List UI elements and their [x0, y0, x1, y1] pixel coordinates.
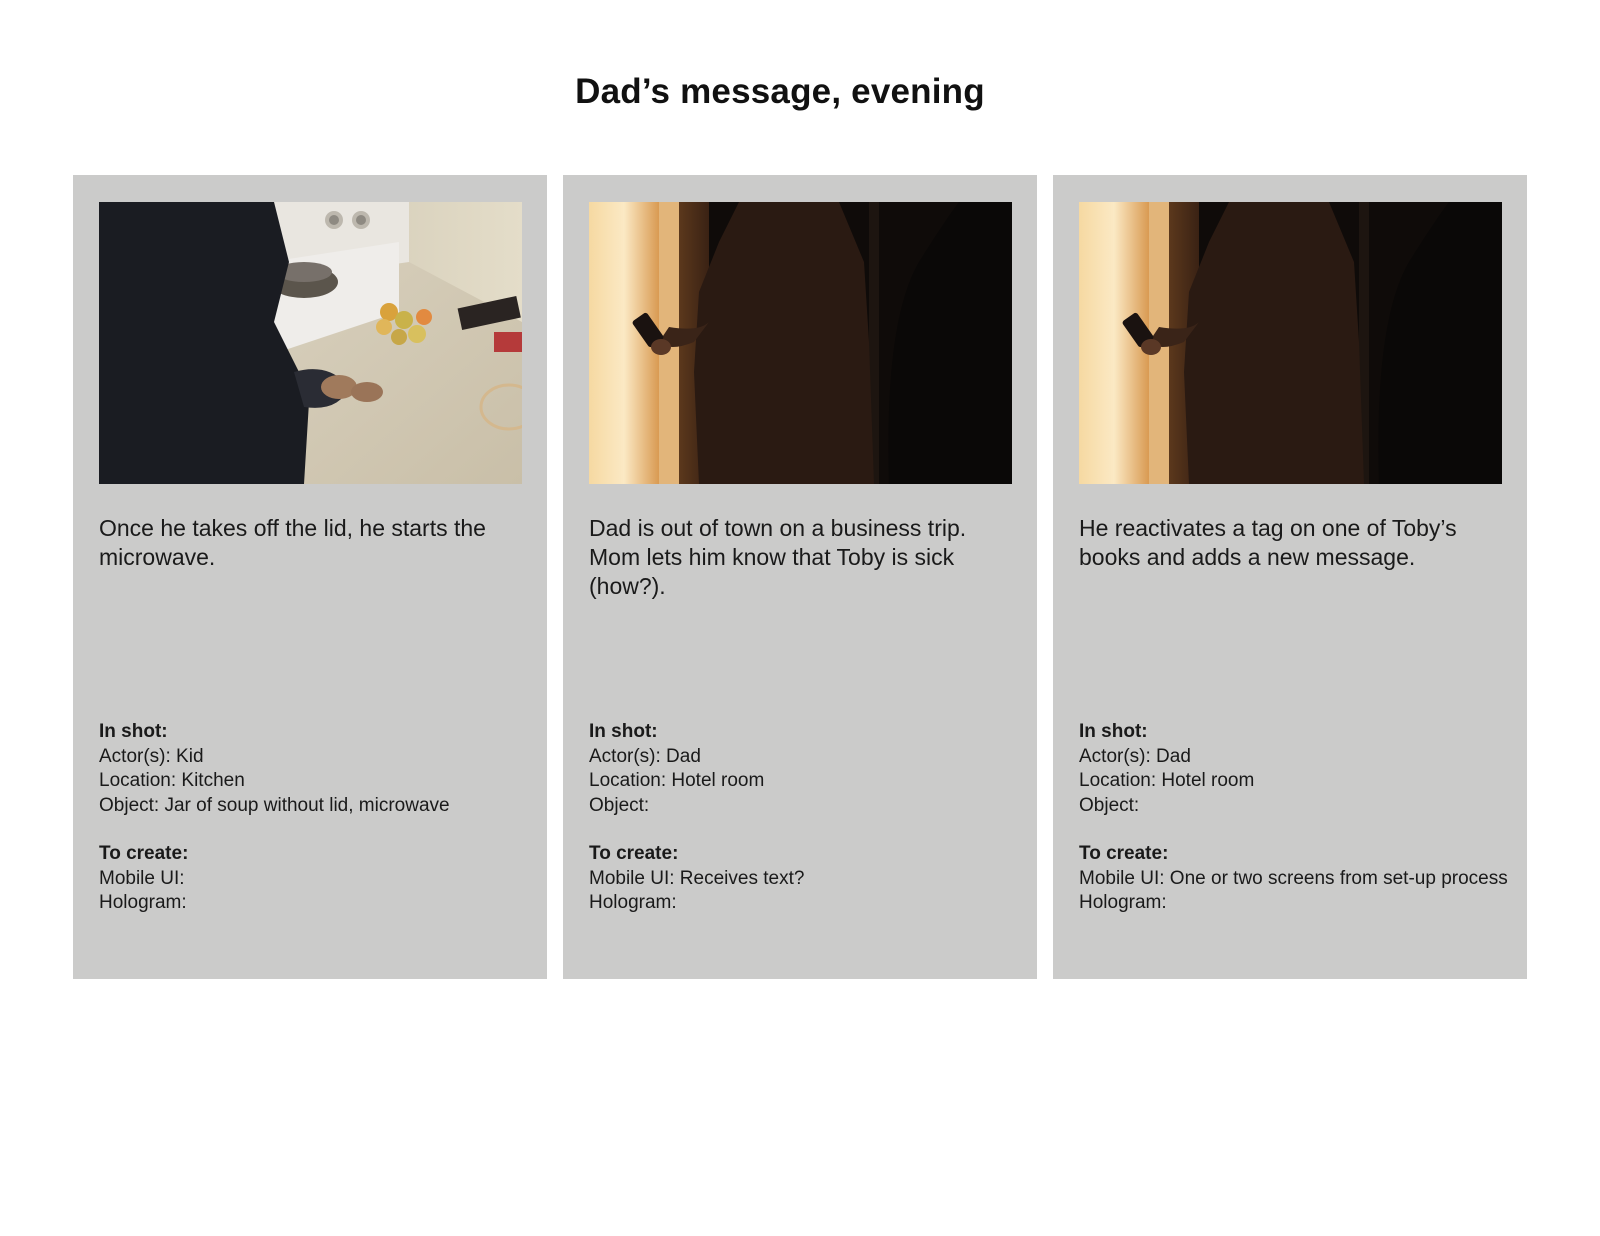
panel-details	[1079, 720, 1509, 916]
mobile-ui-line: Mobile UI: One or two screens from set-up process	[1079, 867, 1508, 889]
in-shot-heading: In shot:	[589, 721, 658, 742]
object-line: Object:	[1079, 794, 1140, 816]
panel-caption: Once he takes off the lid, he starts the microwave.	[99, 515, 486, 570]
hologram-line: Hologram:	[589, 892, 677, 913]
panel-details	[99, 720, 529, 916]
in-shot-heading: In shot:	[1079, 721, 1148, 742]
storyboard-panel-3	[1053, 175, 1527, 979]
storyboard-panel-1	[73, 175, 547, 979]
kitchen-photo	[99, 202, 522, 484]
panel-details	[589, 720, 1019, 916]
to-create-heading: To create:	[1079, 843, 1169, 864]
mobile-ui-line: Mobile UI:	[99, 867, 185, 889]
object-line: Object:	[589, 794, 650, 816]
panel-caption: He reactivates a tag on one of Toby’s books and adds a new message.	[1079, 515, 1457, 570]
hologram-line: Hologram:	[1079, 892, 1167, 913]
in-shot-heading: In shot:	[99, 721, 168, 742]
page-title: Dad’s message, evening	[575, 72, 985, 111]
hotel-room-photo	[1079, 202, 1502, 484]
location-line: Location: Hotel room	[589, 770, 765, 791]
mobile-ui-line: Mobile UI: Receives text?	[589, 867, 805, 889]
storyboard-panel-2	[563, 175, 1037, 979]
actors-line: Actor(s): Kid	[99, 745, 204, 767]
object-line: Object: Jar of soup without lid, microwave	[99, 794, 450, 816]
hologram-line: Hologram:	[99, 892, 187, 913]
location-line: Location: Kitchen	[99, 770, 245, 791]
to-create-heading: To create:	[99, 843, 189, 864]
panel-caption: Dad is out of town on a business trip. Mom lets him know that Toby is sick (how?).	[589, 515, 967, 599]
location-line: Location: Hotel room	[1079, 770, 1255, 791]
actors-line: Actor(s): Dad	[589, 745, 701, 767]
to-create-heading: To create:	[589, 843, 679, 864]
hotel-room-photo	[589, 202, 1012, 484]
actors-line: Actor(s): Dad	[1079, 745, 1191, 767]
